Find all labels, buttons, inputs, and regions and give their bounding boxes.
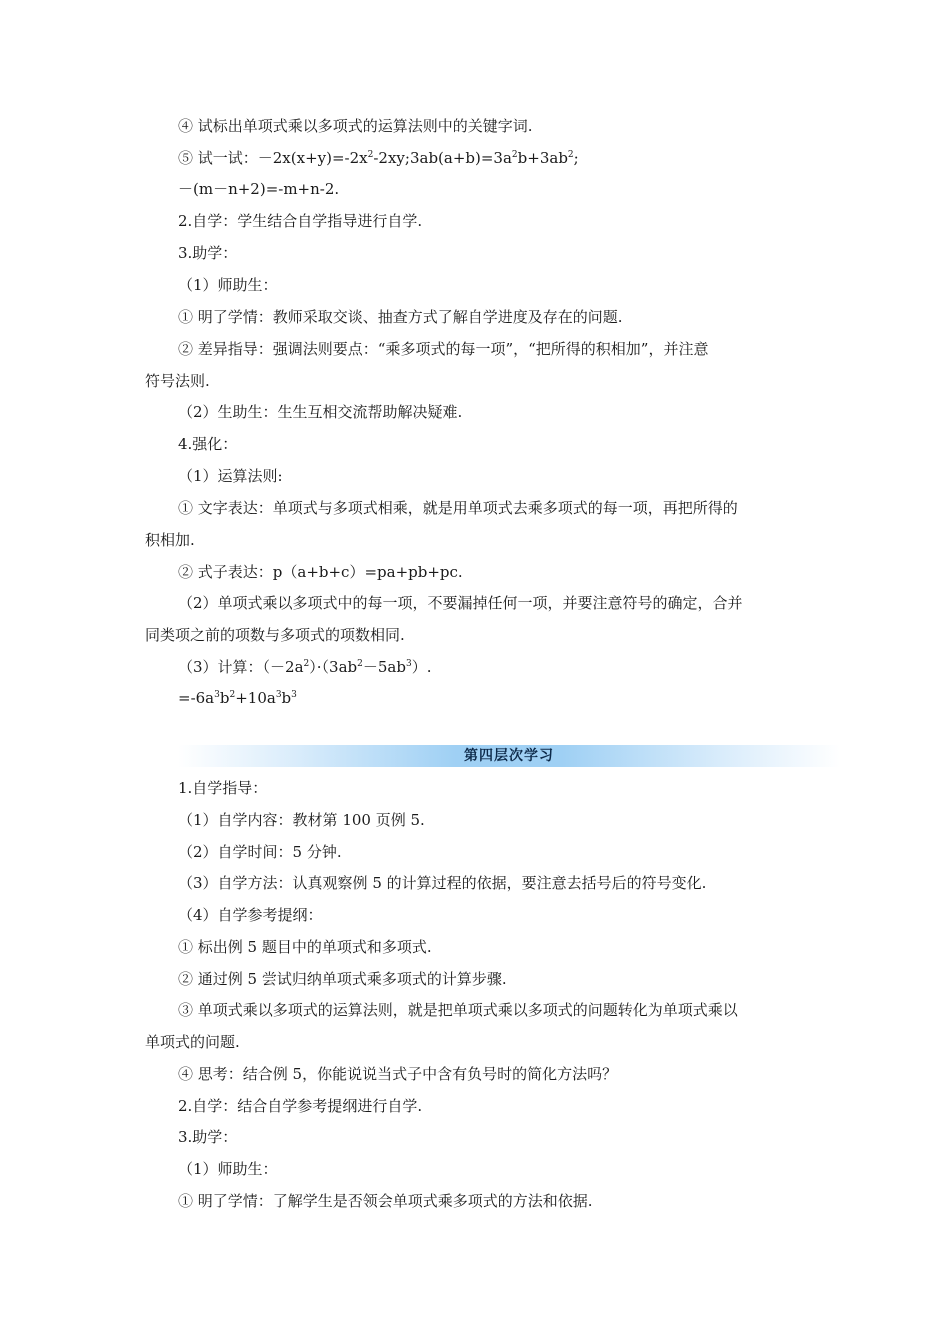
text-line: ① 明了学情：教师采取交谈、抽查方式了解自学进度及存在的问题.: [178, 308, 623, 326]
text-line: ① 标出例 5 题目中的单项式和多项式.: [178, 938, 432, 956]
text-line: 同类项之前的项数与多项式的项数相同.: [145, 626, 405, 644]
text-line: （1）自学内容：教材第 100 页例 5.: [178, 811, 425, 829]
text-line: 符号法则.: [145, 372, 210, 390]
text-line: ④ 试标出单项式乘以多项式的运算法则中的关键字词.: [178, 117, 533, 135]
text-line: ③ 单项式乘以多项式的运算法则，就是把单项式乘以多项式的问题转化为单项式乘以: [178, 1001, 738, 1019]
sub-heading: （4）自学参考提纲：: [178, 906, 323, 924]
text-line: ④ 思考：结合例 5，你能说说当式子中含有负号时的简化方法吗？: [178, 1065, 618, 1083]
section-banner: [178, 745, 840, 767]
section-heading: 1.自学指导：: [178, 779, 268, 797]
sub-heading: （1）师助生：: [178, 276, 278, 294]
text-line: ② 通过例 5 尝试归纳单项式乘多项式的计算步骤.: [178, 970, 507, 988]
text-line: （2）单项式乘以多项式中的每一项，不要漏掉任何一项，并要注意符号的确定，合并: [178, 594, 743, 612]
text-line: 积相加.: [145, 531, 195, 549]
formula-line: （3）计算：$(-2a^2)\cdot(3ab^2-5ab^3)$.: [178, 658, 432, 676]
formula-line: ② 式子表达：p（a+b+c）=pa+pb+pc.: [178, 563, 463, 581]
text-line: ① 文字表达：单项式与多项式相乘，就是用单项式去乘多项式的每一项，再把所得的: [178, 499, 738, 517]
formula-line: －(m－n+2)=-m+n-2.: [178, 180, 340, 198]
sub-heading: （1）运算法则:: [178, 467, 283, 485]
text-line: ② 差异指导：强调法则要点：“乘多项式的每一项”，“把所得的积相加”，并注意: [178, 340, 709, 358]
text-line: （2）生助生：生生互相交流帮助解决疑难.: [178, 403, 463, 421]
text-line: （3）自学方法：认真观察例 5 的计算过程的依据，要注意去括号后的符号变化.: [178, 874, 707, 892]
section-heading: 3.助学：: [178, 244, 238, 262]
text-line: 2.自学：结合自学参考提纲进行自学.: [178, 1097, 423, 1115]
formula-line: ⑤ 试一试：$-2x(x+y)=-2x^2-2xy;3ab(a+b)=3a^2b+3ab^2$;: [178, 149, 579, 167]
formula-line: $=-6a^3b^2+10a^3b^3$: [178, 689, 297, 707]
text-line: 单项式的问题.: [145, 1033, 240, 1051]
section-banner-label: 第四层次学习: [464, 748, 554, 764]
text-line: 2.自学：学生结合自学指导进行自学.: [178, 212, 423, 230]
sub-heading: （1）师助生：: [178, 1160, 278, 1178]
section-heading: 4.强化：: [178, 435, 238, 453]
section-heading: 3.助学：: [178, 1128, 238, 1146]
text-line: （2）自学时间：5 分钟.: [178, 843, 342, 861]
text-line: ① 明了学情：了解学生是否领会单项式乘多项式的方法和依据.: [178, 1192, 593, 1210]
